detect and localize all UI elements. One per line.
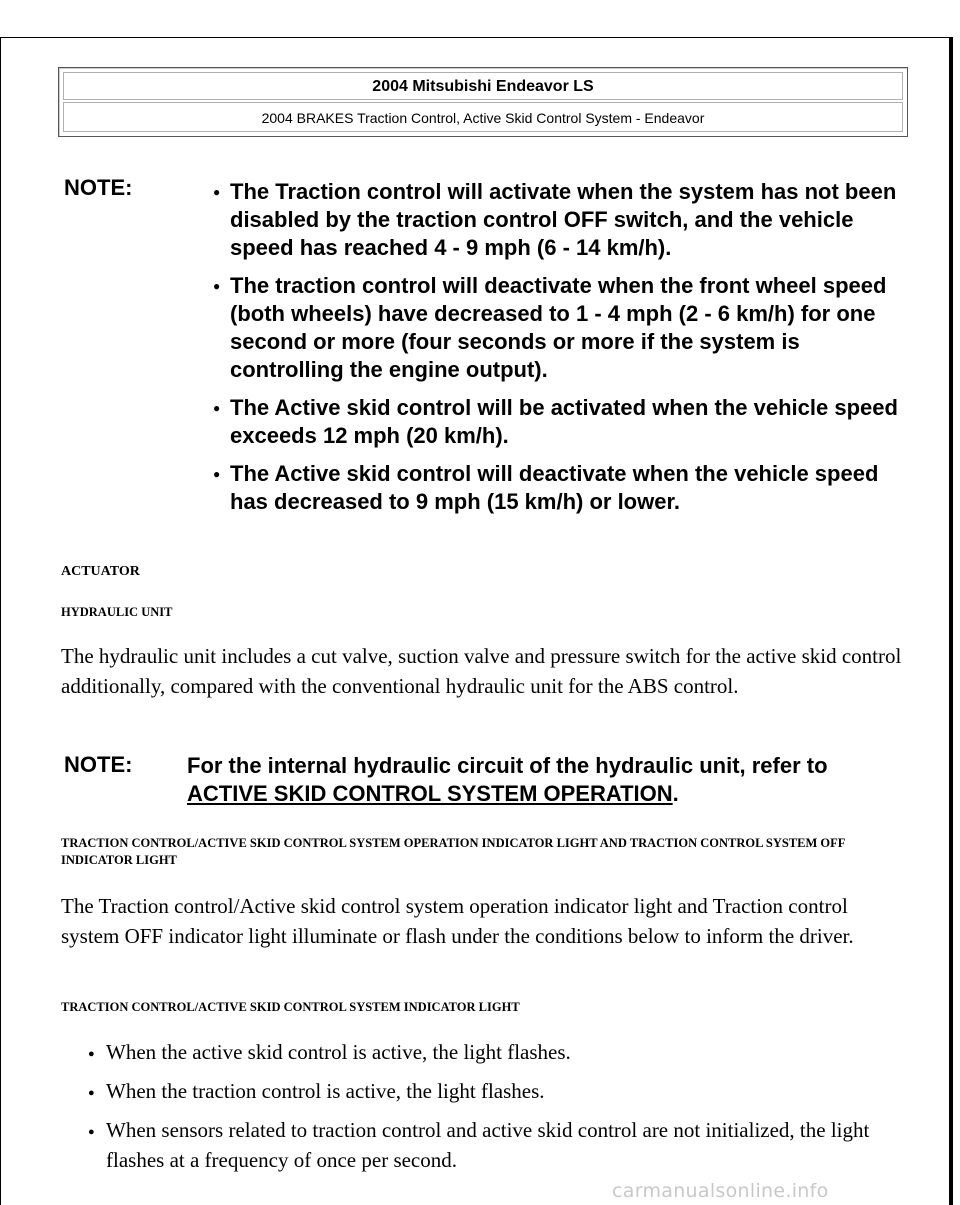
indicator-paragraph: The Traction control/Active skid control system operation indicator light and Traction control system OFF indicator light illuminate or flash under the conditions below to inform the driver. <box>61 894 854 948</box>
indicator-bullet-list <box>86 1037 916 1184</box>
note-item: ● The Active skid control will be activated when the vehicle speed exceeds 12 mph (20 km/h). <box>210 394 910 450</box>
note-text <box>187 752 907 808</box>
hydraulic-unit-paragraph: The hydraulic unit includes a cut valve, suction valve and pressure switch for the active skid control additionally, compared with the conventional hydraulic unit for the ABS control. <box>61 644 902 698</box>
document-subtitle: 2004 BRAKES Traction Control, Active Skid Control System - Endeavor <box>63 102 903 132</box>
note-item: ● The Active skid control will deactivate when the vehicle speed has decreased to 9 mph (15 km/h) or lower. <box>210 460 910 516</box>
note-label: NOTE: <box>64 175 133 200</box>
note-label: NOTE: <box>64 752 133 777</box>
document-title: 2004 Mitsubishi Endeavor LS <box>63 72 903 100</box>
note-text-lead: For the internal hydraulic circuit of the hydraulic unit, refer to <box>187 753 828 778</box>
list-item: ● When the traction control is active, the light flashes. <box>86 1076 916 1106</box>
note-text-end: . <box>672 781 679 806</box>
list-item: ● When sensors related to traction control and active skid control are not initialized, the light flashes at a frequency of once per second. <box>86 1115 916 1175</box>
note-item: ● The traction control will deactivate when the front wheel speed (both wheels) have decreased to 1 - 4 mph (2 - 6 km/h) for one second or more (four seconds or more if the system is controlling the engine output). <box>210 272 910 384</box>
section-heading-actuator: ACTUATOR <box>61 564 140 579</box>
document-header <box>58 67 908 137</box>
section-heading-indicator-light: TRACTION CONTROL/ACTIVE SKID CONTROL SYSTEM INDICATOR LIGHT <box>61 1000 520 1014</box>
watermark: carmanualsonline.info <box>612 1180 829 1202</box>
section-heading-indicator: TRACTION CONTROL/ACTIVE SKID CONTROL SYSTEM OPERATION INDICATOR LIGHT AND TRACTION CONTROL SYSTEM OFF INDICATOR LIGHT <box>61 836 845 867</box>
operation-link[interactable]: ACTIVE SKID CONTROL SYSTEM OPERATION <box>187 781 673 806</box>
section-heading-hydraulic-unit: HYDRAULIC UNIT <box>61 605 173 619</box>
note-list <box>210 178 910 526</box>
list-item: ● When the active skid control is active, the light flashes. <box>86 1037 916 1067</box>
note-item: ● The Traction control will activate when the system has not been disabled by the traction control OFF switch, and the vehicle speed has reached 4 - 9 mph (6 - 14 km/h). <box>210 178 910 262</box>
